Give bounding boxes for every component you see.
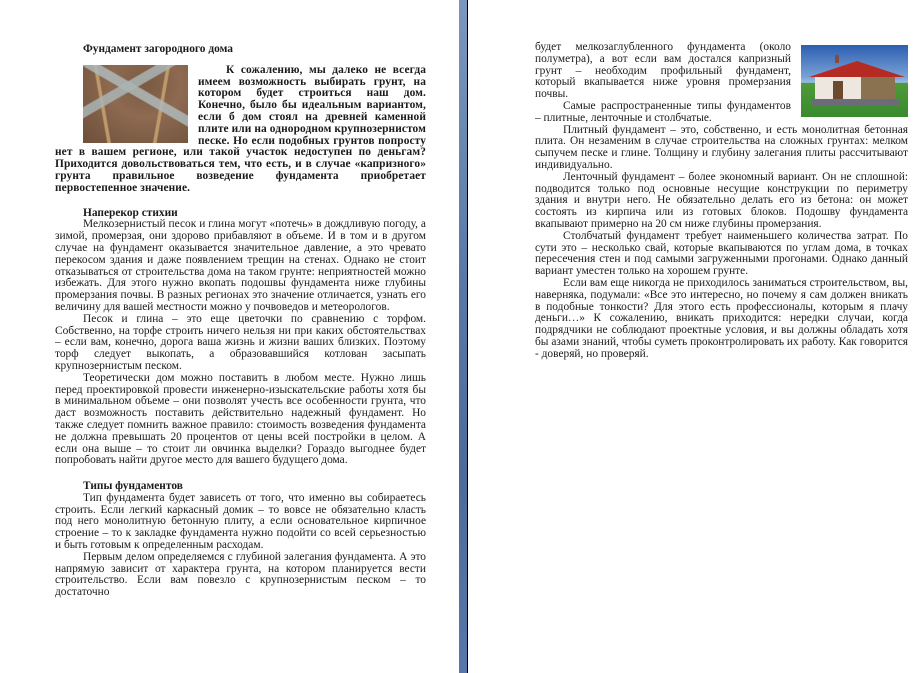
paragraph: Плитный фундамент – это, собственно, и есть монолитная бетонная плита. Он незаменим в случае строительства на сложных грунтах: мелком сыпучем песке и глине. Толщину и глубину залегания плиты рассчитывают индивидуально. [535,123,908,171]
section-heading-foundation-types: Типы фундаментов [83,480,183,493]
pile-base-shape [811,99,899,105]
paragraph: Самые распространенные типы фундаментов – плитные, ленточные и столбчатые. [535,99,791,124]
wall-timber-shape [861,77,895,99]
intro-block [55,65,426,195]
paragraph: Столбчатый фундамент требует наименьшего количества затрат. По сути это – несколько свай, которые вкапываются по углам дома, в точках пересечения стен и под самыми загруженными прогонами. Однако данный вариант уместен только на хорошем грунте. [535,229,908,278]
foundation-photo-image [83,65,188,143]
paragraph: Первым делом определяемся с глубиной залегания фундамента. А это напрямую зависит от характера грунта, на котором планируется вести строительство. Если вам повезло с крупнозернистым песком – то достаточно [55,550,426,599]
continuation-paragraph: будет мелкозаглубленного фундамента (около полуметра), а вот если вам достался капризный грунт – необходим профильный фундамент, который вкапывается ниже уровня промерзания почвы. [535,41,791,101]
page-gutter-separator [459,0,467,673]
article-title: Фундамент загородного дома [83,43,233,55]
paragraph: Ленточный фундамент – более экономный вариант. Он не сплошной: подводится только под основные несущие конструкции по периметру здания и внутри него. Не обязательно делать его из бетона: он может состоять из кирпича или из готовых блоков. Подошву фундамента вкапывают примерно на 20 см ниже глубины промерзания. [535,170,908,230]
document-page-left [0,0,459,673]
paragraph: Песок и глина – это еще цветочки по сравнению с торфом. Собственно, на торфе строить ничего нельзя ни при каких обстоятельствах – если вам, конечно, дорога ваша жизнь и жизни ваших близких. Поэтому торф следует выкопать, а образовавшийся котлован засыпать крупнозернистым песком. [55,312,426,372]
house-render-image [801,45,908,117]
paragraph: Мелкозернистый песок и глина могут «потечь» в дождливую погоду, а зимой, промерзая, они здорово прибавляют в объеме. И в том и в другом случае на фундамент оказывается значительное давление, а это чревато перекосом здания и даже появлением трещин на стенах. Однако не стоит отказываться от строительства дома на таком грунте: неприятностей можно избежать. Для этого нужно вкопать подошвы фундамента ниже глубины промерзания почвы. В разных регионах это значение отличается, узнать его величину для вашей местности можно у почвоведов и метеорологов. [55,218,426,313]
section-heading-against-elements: Наперекор стихии [83,206,178,219]
paragraph: Если вам еще никогда не приходилось заниматься строительством, вы, наверняка, подумали: «Все это интересно, но почему я сам должен вникать в подобные тонкости? Для этого есть профессионалы, которым я плачу деньги…» К сожалению, вникать приходится: нередки случаи, когда подрядчики не соблюдают проектные условия, и вы должны обладать хотя бы азами знаний, чтобы суметь проконтролировать их работу. Как говорится - доверяй, но проверяй. [535,276,908,360]
paragraph: Тип фундамента будет зависеть от того, что именно вы собираетесь строить. Если легкий каркасный домик – то вовсе не обязательно класть под него монолитную бетонную плиту, а если основательное кирпичное строение – то к закладке фундамента нужно подойти со всей серьезностью и быть готовым к определенным расходам. [55,491,426,552]
roof-shape [809,61,905,77]
right-page-text-column [535,42,908,361]
door-shape [833,81,843,99]
intro-paragraph: К сожалению, мы далеко не всегда имеем возможность выбирать грунт, на котором будет строиться наш дом. Конечно, было бы идеальным вариантом, если б дом стоял на древней каменной плите или на однородном крупнозернистом песке. Но если подобных грунтов попросту нет в вашем регионе, или такой участок недоступен по деньгам? Приходится довольствоваться тем, что есть, и в случае «капризного» грунта правильное возведение фундамента приобретает первостепенное значение. [55,63,426,194]
left-page-text-column [55,44,426,599]
paragraph: Теоретически дом можно поставить в любом месте. Нужно лишь перед проектировкой провести инженерно-изыскательские работы хотя бы в минимальном объеме – они позволят учесть все особенности грунта, что даст возможность поставить действительно надежный фундамент. Но также следует помнить важное правило: стоимость возведения фундамента не должна превышать 20 процентов от цены всей постройки в целом. А если она выше – то стоит ли овчинка выделки? Гораздо выгоднее будет попробовать найти другое место для вашего будущего дома. [55,371,426,467]
